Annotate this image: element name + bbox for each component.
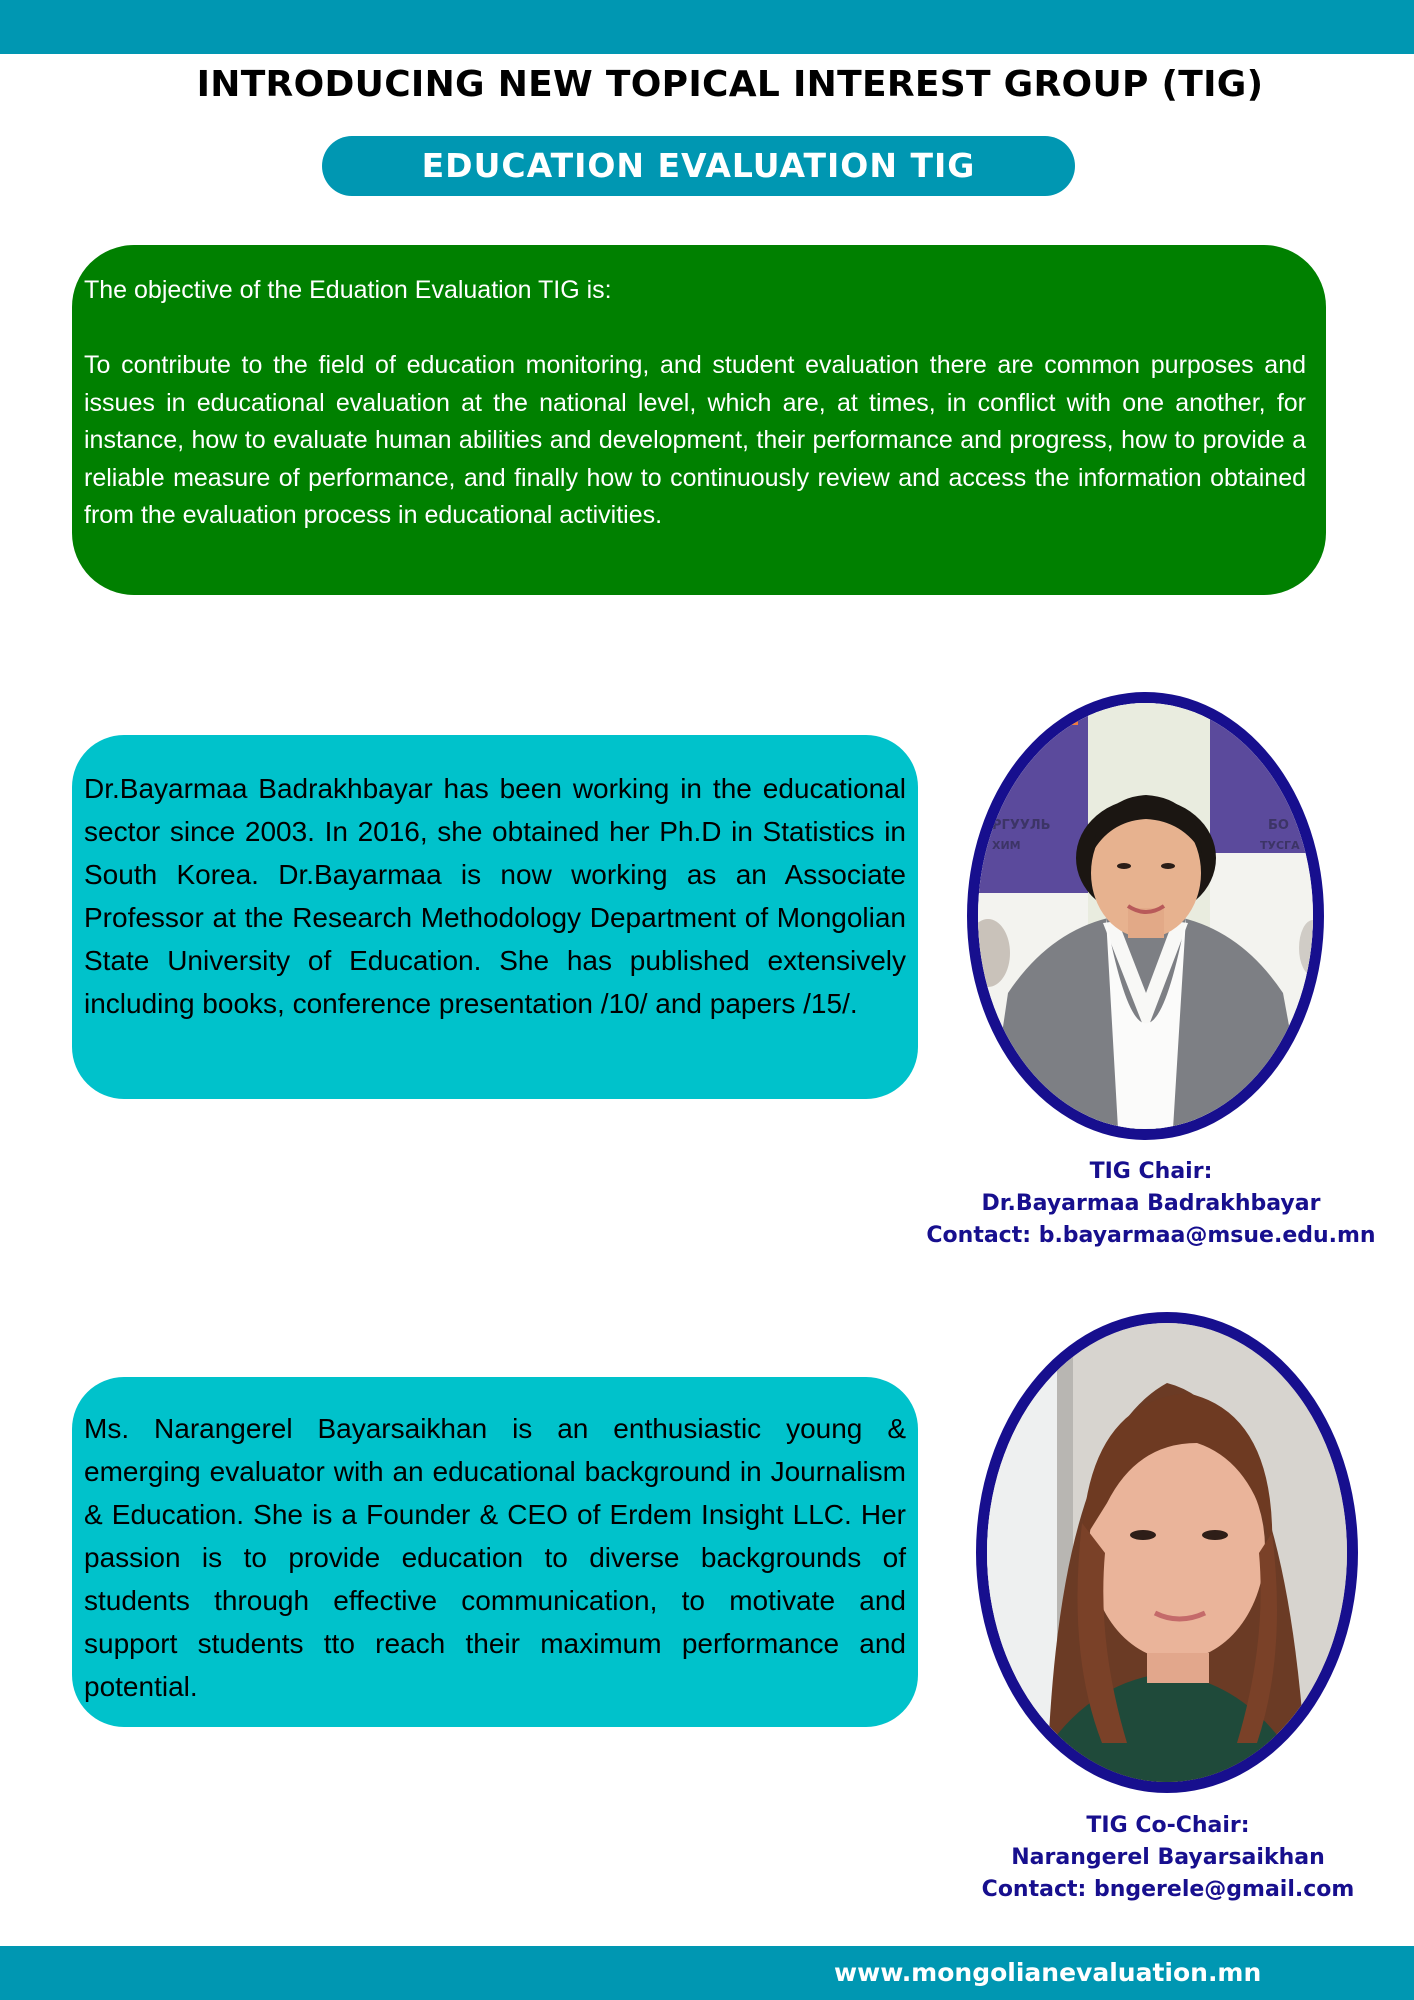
cochair-name: Narangerel Bayarsaikhan <box>1011 1845 1325 1870</box>
cochair-caption <box>935 1810 1401 1906</box>
cochair-bio-text: Ms. Narangerel Bayarsaikhan is an enthusiastic young & emerging evaluator with an educational background in Journalism & Education. She is a Founder & CEO of Erdem Insight LLC. Her passion is to provide education to diverse backgrounds of students through effective communication, to motivate and support students tto reach their maximum performance and potential. <box>84 1413 906 1702</box>
chair-portrait <box>967 692 1324 1140</box>
cochair-role: TIG Co-Chair: <box>1086 1813 1250 1838</box>
chair-name: Dr.Bayarmaa Badrakhbayar <box>981 1191 1321 1216</box>
chair-backdrop-text-2: ХИМ <box>992 839 1021 852</box>
chair-portrait-image <box>978 703 1313 1129</box>
cochair-portrait <box>976 1312 1358 1793</box>
objective-body: To contribute to the field of education monitoring, and student evaluation there are common purposes and issues in educational evaluation at the national level, which are, at times, in conflict with one another, for instance, how to evaluate human abilities and development, their performance and progress, how to provide a reliable measure of performance, and finally how to continuously review and access the information obtained from the evaluation process in educational activities. <box>84 351 1306 529</box>
website-link[interactable]: www.mongolianevaluation.mn <box>834 1958 1262 1987</box>
page-title: INTRODUCING NEW TOPICAL INTEREST GROUP (TIG) <box>196 64 1264 105</box>
objective-lead: The objective of the Eduation Evaluation TIG is: <box>84 276 612 304</box>
chair-contact: Contact: b.bayarmaa@msue.edu.mn <box>926 1223 1376 1248</box>
cochair-bio-panel <box>72 1377 918 1727</box>
top-banner-bar <box>0 0 1414 54</box>
chair-backdrop-text-4: ТУСГА <box>1260 839 1300 852</box>
chair-bio-text: Dr.Bayarmaa Badrakhbayar has been working in the educational sector since 2003. In 2016, she obtained her Ph.D in Statistics in South Korea. Dr.Bayarmaa is now working as an Associate Professor at the Research Methodology Department of Mongolian State University of Education. She has published extensively including books, conference presentation /10/ and papers /15/. <box>84 773 906 1019</box>
cochair-portrait-image <box>987 1323 1347 1782</box>
chair-role: TIG Chair: <box>1089 1159 1213 1184</box>
objective-panel <box>72 245 1326 595</box>
cochair-contact: Contact: bngerele@gmail.com <box>981 1877 1355 1902</box>
chair-backdrop-text-1: УРГУУЛЬ <box>982 818 1051 833</box>
chair-bio-panel <box>72 735 918 1099</box>
chair-backdrop-text-3: БО <box>1268 818 1289 833</box>
chair-caption <box>915 1156 1387 1252</box>
tig-name-badge: EDUCATION EVALUATION TIG <box>322 136 1075 196</box>
